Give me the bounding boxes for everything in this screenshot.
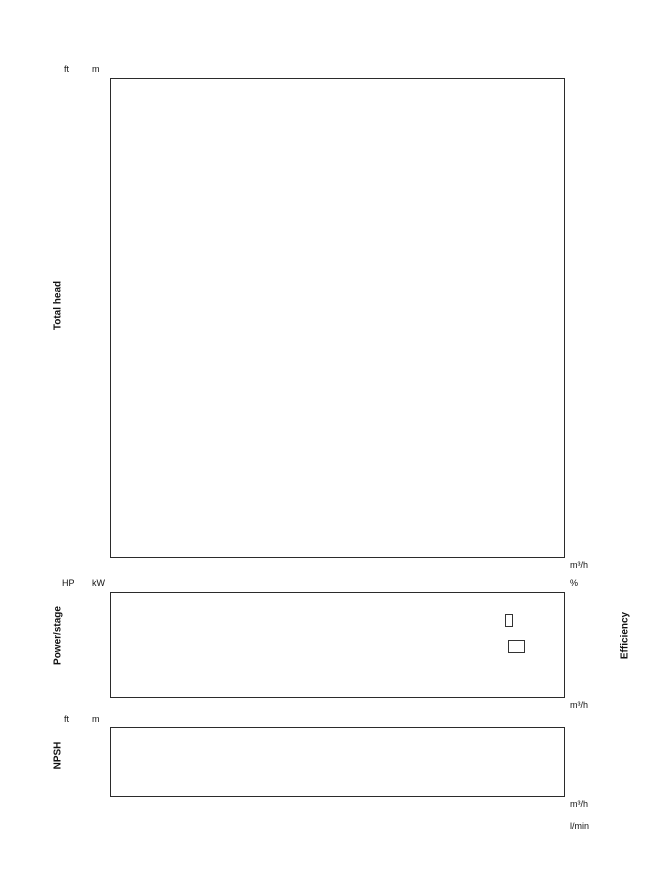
lmin-unit: l/min [570, 821, 590, 831]
power-curves [111, 593, 564, 697]
power-unit-hp: HP [62, 578, 75, 588]
npsh-unit-m: m [92, 714, 100, 724]
npsh-curve [111, 728, 564, 796]
head-chart-frame [110, 78, 565, 558]
power-unit-kw: kW [92, 578, 105, 588]
npsh-unit-ft: ft [64, 714, 70, 724]
head-unit-m: m [92, 64, 100, 74]
power-chart-frame [110, 592, 565, 698]
efficiency-unit-pct: % [570, 578, 579, 588]
curve-label-eta [508, 640, 525, 653]
efficiency-axis-title: Efficiency [619, 611, 631, 660]
npsh-chart-frame [110, 727, 565, 797]
npsh-x-unit: m³/h [570, 799, 588, 809]
power-x-unit: m³/h [570, 700, 588, 710]
power-axis-title: Power/stage [52, 606, 64, 665]
head-axis-title: Total head [52, 280, 64, 331]
npsh-axis-title: NPSH [52, 741, 64, 770]
head-x-unit: m³/h [570, 560, 588, 570]
curve-label-pstg [505, 614, 513, 627]
head-curves [111, 79, 564, 557]
head-unit-ft: ft [64, 64, 70, 74]
